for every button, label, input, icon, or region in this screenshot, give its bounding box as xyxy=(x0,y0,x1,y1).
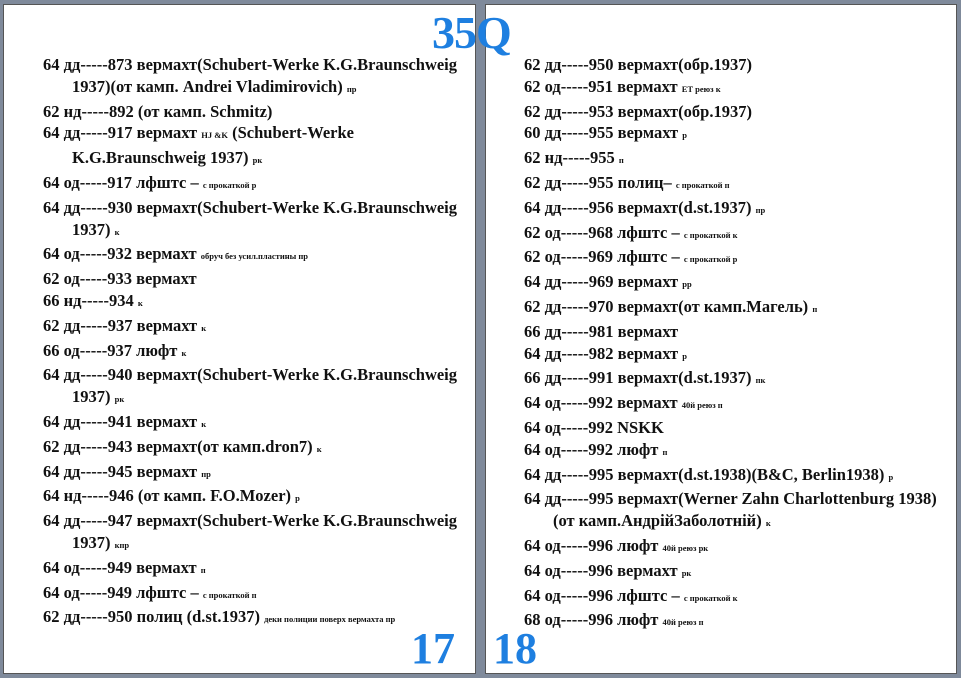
entry-text: 64 дд-----995 вермахт(d.st.1938)(B&C, Berlin1938) xyxy=(524,464,885,484)
list-item xyxy=(524,76,944,101)
entry-note: п xyxy=(618,155,624,166)
entry-text: 64 нд-----946 (от камп. F.O.Mozer) xyxy=(43,486,292,506)
entry-text: 62 дд-----953 вермахт(обр.1937) xyxy=(524,101,752,121)
entry-note: к xyxy=(114,226,120,237)
entry-text: 62 дд-----937 вермахт xyxy=(43,315,198,335)
list-item xyxy=(524,271,944,296)
list-item xyxy=(43,122,468,172)
entry-text: 64 од-----996 вермахт xyxy=(524,560,678,580)
entry-text: 62 од-----951 вермахт xyxy=(524,76,678,96)
entry-note: с прокаткой п xyxy=(202,589,257,600)
list-item xyxy=(524,122,944,147)
entry-text: 64 дд-----956 вермахт(d.st.1937) xyxy=(524,197,752,217)
left-entry-list xyxy=(43,54,468,631)
entry-note: с прокаткой п xyxy=(675,179,730,190)
entry-text: 64 дд-----941 вермахт xyxy=(43,411,198,431)
entry-text: 64 од-----992 NSKK xyxy=(524,417,664,437)
list-item xyxy=(43,101,468,123)
list-item xyxy=(524,560,944,585)
entry-note: рк xyxy=(114,394,125,405)
entry-text: 62 дд-----950 вермахт(обр.1937) xyxy=(524,55,752,74)
list-item xyxy=(43,54,468,101)
entry-note: рр xyxy=(682,279,692,290)
entry-text: 64 дд-----945 вермахт xyxy=(43,461,198,481)
list-item xyxy=(43,290,468,315)
entry-text: 62 од-----969 лфштс – xyxy=(524,247,680,267)
entry-note: к xyxy=(765,518,771,529)
list-item xyxy=(43,436,468,461)
entry-note: пр xyxy=(755,204,766,215)
entry-text: 64 дд-----930 вермахт(Schubert-Werke K.G.Braunschweig 1937) xyxy=(43,197,458,239)
list-item xyxy=(524,101,944,123)
list-item xyxy=(43,557,468,582)
list-item xyxy=(43,243,468,268)
list-item xyxy=(43,606,468,631)
list-item xyxy=(43,197,468,244)
entry-note: с прокаткой к xyxy=(683,229,738,240)
entry-note: п xyxy=(200,564,206,575)
entry-text: 66 дд-----991 вермахт(d.st.1937) xyxy=(524,368,752,388)
entry-text: 60 дд-----955 вермахт xyxy=(524,123,679,143)
list-item xyxy=(524,197,944,222)
list-item xyxy=(524,343,944,368)
entry-note: р xyxy=(682,130,688,141)
entry-note: п xyxy=(662,446,668,457)
entry-note: 40й реюз рк xyxy=(662,542,709,553)
list-item xyxy=(43,364,468,411)
list-item xyxy=(43,315,468,340)
list-item xyxy=(524,392,944,417)
entry-text: 64 од-----992 вермахт xyxy=(524,393,678,413)
entry-note: к xyxy=(316,443,322,454)
entry-note: к xyxy=(137,297,143,308)
entry-text: 64 дд-----873 вермахт(Schubert-Werke K.G.Braunschweig 1937)(от камп. Andrei Vladimirovich) xyxy=(43,55,458,96)
list-item xyxy=(524,172,944,197)
entry-note: деки полиции поверх вермахта пр xyxy=(264,614,396,625)
entry-text: 64 од-----917 лфштс – xyxy=(43,172,199,192)
list-item xyxy=(524,321,944,343)
list-item xyxy=(524,488,944,535)
entry-text: 62 дд-----950 полиц (d.st.1937) xyxy=(43,607,260,627)
entry-text: 64 од-----949 вермахт xyxy=(43,557,197,577)
entry-note: пр xyxy=(201,468,211,479)
entry-note: рк xyxy=(681,567,692,578)
entry-note: с прокаткой к xyxy=(683,592,738,603)
entry-text: 62 дд-----943 вермахт(от камп.dron7) xyxy=(43,436,313,456)
list-item xyxy=(43,510,468,557)
entry-note: с прокаткой р xyxy=(683,254,738,265)
list-item xyxy=(43,172,468,197)
entry-note: пр xyxy=(346,83,357,94)
entry-text: 64 дд-----982 вермахт xyxy=(524,343,679,363)
entry-note: п xyxy=(812,303,818,314)
entry-note: р xyxy=(295,493,300,504)
right-page-number: 18 xyxy=(493,624,537,673)
entry-text: 68 од-----996 люфт xyxy=(524,610,659,630)
entry-note: с прокаткой р xyxy=(202,179,257,190)
entry-note: рк xyxy=(252,155,263,166)
list-item xyxy=(524,222,944,247)
list-item xyxy=(43,340,468,365)
entry-text: 64 од-----949 лфштс – xyxy=(43,582,199,602)
entry-text: 64 од-----996 люфт xyxy=(524,535,659,555)
entry-text: 64 од-----932 вермахт xyxy=(43,244,197,264)
entry-text: 64 дд-----917 вермахт xyxy=(43,123,198,143)
list-item xyxy=(43,461,468,486)
entry-note: обруч без усил.пластины пр xyxy=(200,251,309,262)
entry-text: 62 нд-----955 xyxy=(524,148,615,168)
list-item xyxy=(43,485,468,510)
header-code: 35Q xyxy=(432,7,511,58)
entry-text: 64 од-----996 лфштс – xyxy=(524,585,680,605)
entry-note: 40й реюз п xyxy=(662,617,704,628)
list-item xyxy=(524,535,944,560)
entry-text: 62 нд-----892 (от камп. Schmitz) xyxy=(43,101,273,121)
left-page-number: 17 xyxy=(411,624,455,673)
entry-text: 66 дд-----981 вермахт xyxy=(524,321,679,341)
right-page xyxy=(485,4,957,674)
list-item xyxy=(524,417,944,439)
list-item xyxy=(43,268,468,290)
list-item xyxy=(524,246,944,271)
list-item xyxy=(524,609,944,634)
list-item xyxy=(43,582,468,607)
entry-text: 66 нд-----934 xyxy=(43,290,134,310)
right-entry-list xyxy=(524,54,944,634)
list-item xyxy=(524,367,944,392)
entry-text: 64 од-----992 люфт xyxy=(524,439,659,459)
list-item xyxy=(524,464,944,489)
entry-text: 62 дд-----955 полиц– xyxy=(524,172,672,192)
entry-text: 64 дд-----995 вермахт(Werner Zahn Charlottenburg 1938)(от камп.АндрійЗаболотній) xyxy=(524,489,937,531)
list-item xyxy=(524,585,944,610)
entry-text: 64 дд-----940 вермахт(Schubert-Werke K.G.Braunschweig 1937) xyxy=(43,365,458,407)
entry-note: ЕТ реюз к xyxy=(681,83,721,94)
list-item xyxy=(524,439,944,464)
entry-text: 62 од-----933 вермахт xyxy=(43,269,197,289)
entry-text: 62 дд-----970 вермахт(от камп.Магель) xyxy=(524,296,809,316)
entry-note: кпр xyxy=(114,539,130,550)
list-item xyxy=(524,147,944,172)
list-item xyxy=(524,296,944,321)
entry-text: 64 дд-----947 вермахт(Schubert-Werke K.G.Braunschweig 1937) xyxy=(43,511,458,552)
entry-text-continued: (Schubert-Werke K.G.Braunschweig 1937) xyxy=(72,123,354,168)
entry-text: 64 дд-----969 вермахт xyxy=(524,272,679,292)
entry-note: к xyxy=(181,347,187,358)
entry-text: 66 од-----937 люфт xyxy=(43,340,178,360)
entry-note: HJ &K xyxy=(201,130,228,141)
entry-note: 40й реюз п xyxy=(681,400,723,411)
entry-note: р xyxy=(682,350,688,361)
entry-text: 62 од-----968 лфштс – xyxy=(524,222,680,242)
list-item xyxy=(524,54,944,76)
entry-note: к xyxy=(201,418,207,429)
entry-note: пк xyxy=(755,375,766,386)
entry-note: к xyxy=(201,322,207,333)
left-page xyxy=(3,4,476,674)
entry-note: р xyxy=(888,471,894,482)
list-item xyxy=(43,411,468,436)
